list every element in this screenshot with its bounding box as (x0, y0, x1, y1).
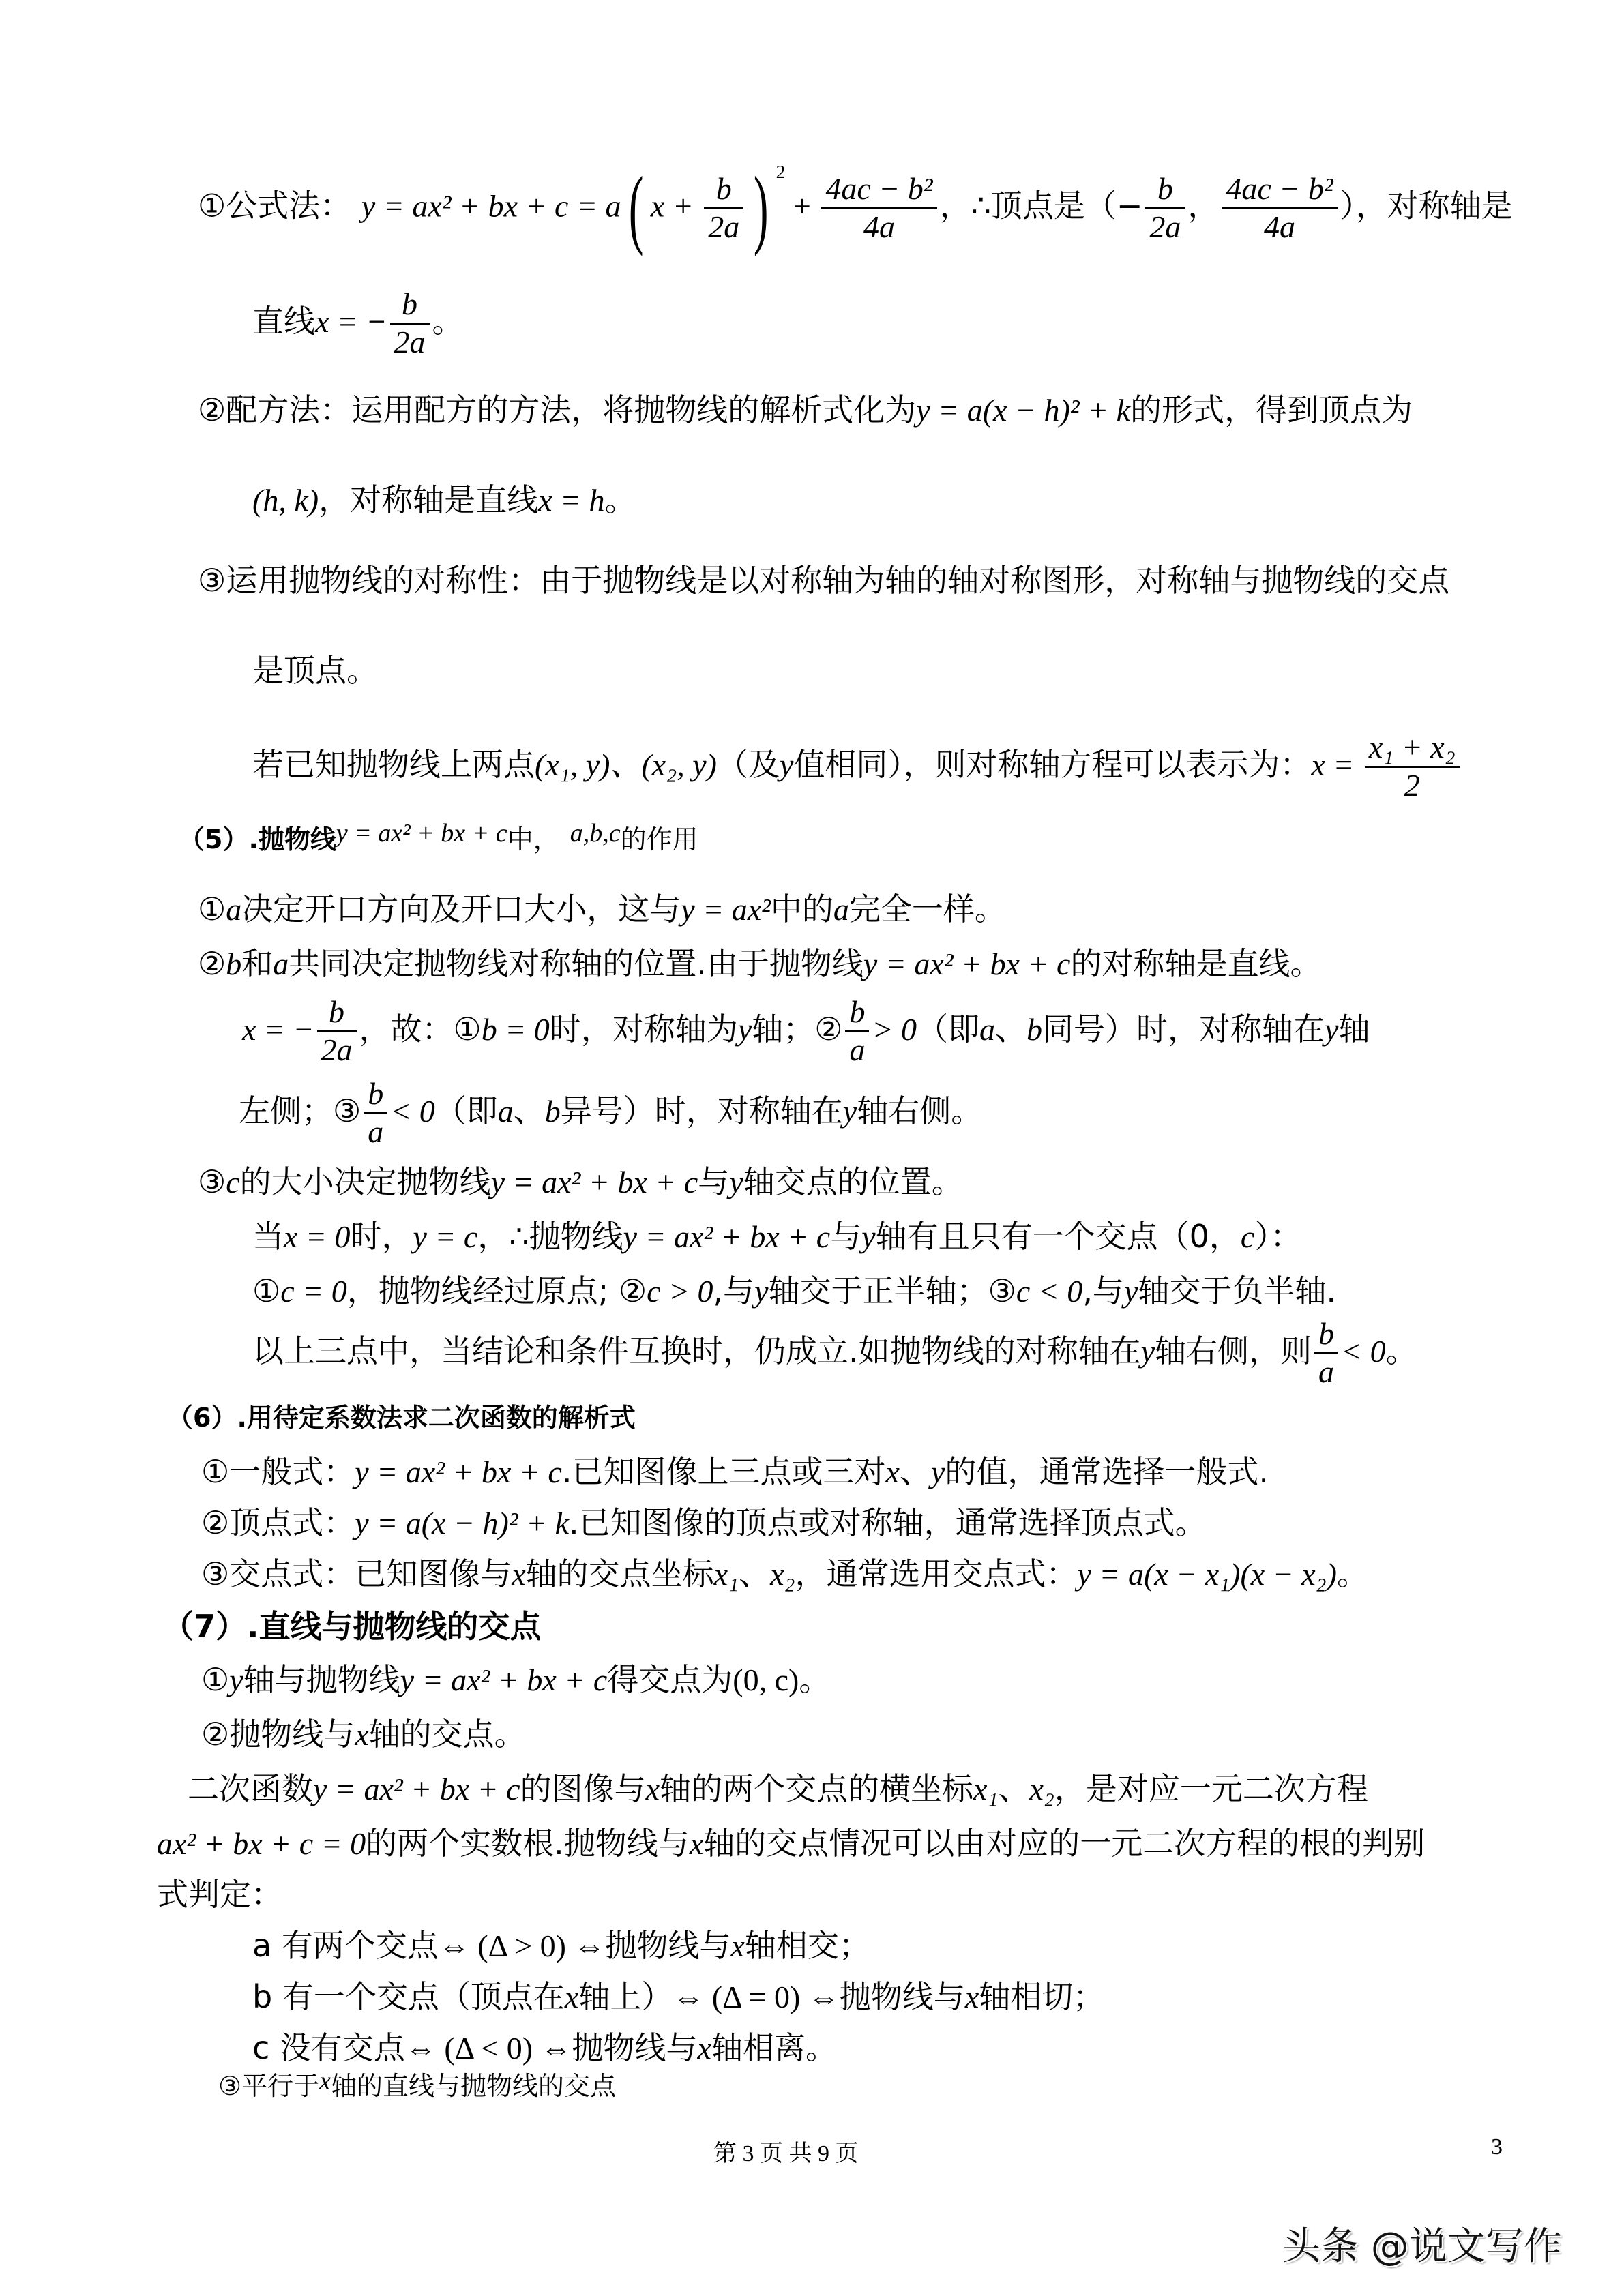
text: 。 (1385, 1332, 1417, 1369)
formula: x (964, 1980, 979, 2014)
formula: x = 0 (284, 1219, 351, 1254)
text: 、 (998, 1770, 1030, 1807)
formula: y (737, 1011, 752, 1047)
formula: y (729, 1165, 743, 1199)
heading-text: （5）.抛物线 (179, 824, 336, 854)
denominator: 2a (1149, 209, 1181, 244)
text: 二次函数 (188, 1770, 313, 1807)
text: 。 (1336, 1555, 1368, 1592)
denominator: 2a (708, 209, 740, 244)
section-5-p2-line3 (239, 1076, 982, 1150)
formula: a (497, 1093, 514, 1129)
heading-text: （7）.直线与抛物线的交点 (162, 1608, 542, 1645)
formula: x (355, 1717, 369, 1752)
numerator: 4ac − b² (821, 171, 936, 209)
text: 轴交于正半轴；③ (768, 1272, 1016, 1309)
text: 轴的交点。 (368, 1716, 526, 1753)
text: ②抛物线与 (201, 1716, 355, 1753)
text: 的值，通常选择一般式. (945, 1453, 1269, 1490)
formula: b (544, 1093, 561, 1129)
section-7-heading (162, 1608, 542, 1645)
text: 与 (698, 1163, 730, 1200)
text: 、 (513, 1092, 545, 1129)
text: ， (1187, 187, 1220, 224)
text: 决定开口方向及开口大小，这与 (241, 891, 681, 927)
text: 轴的两个交点的横坐标 (660, 1770, 974, 1807)
denominator: a (849, 1032, 866, 1067)
text: 的对称轴是直线。 (1070, 945, 1322, 982)
section-5-heading (179, 819, 698, 854)
section-7-p5 (157, 1876, 282, 1913)
method-symmetry-line3 (252, 730, 1462, 804)
formula: x₁ (713, 1557, 739, 1592)
plus-sign: + (785, 188, 819, 224)
formula: y = ax² + bx + c (355, 1455, 562, 1489)
formula: ⇔ (Δ < 0) ⇔ (404, 2031, 572, 2066)
formula: y (930, 1455, 945, 1489)
fraction (1314, 1316, 1338, 1390)
text: 、 (899, 1453, 931, 1490)
text: ，∴抛物线 (477, 1218, 623, 1255)
numerator: 4ac − b² (1222, 171, 1337, 209)
heading-text: 的作用 (620, 824, 698, 854)
formula: x₂ (1029, 1772, 1054, 1806)
text: ,与 (1082, 1272, 1124, 1309)
section-7-p3 (188, 1770, 1368, 1807)
denominator: 4a (863, 209, 895, 244)
formula: y (229, 1663, 243, 1697)
formula: ax² + bx + c = 0 (157, 1826, 366, 1861)
formula: x (645, 1772, 660, 1806)
text: 共同决定抛物线对称轴的位置.由于抛物线 (289, 945, 863, 982)
section-5-p3 (198, 1163, 963, 1200)
formula: y = ax² + bx + c (336, 819, 507, 848)
formula: < 0 (390, 1093, 435, 1129)
formula: y (754, 1274, 769, 1309)
formula: b (226, 946, 242, 981)
text: 轴右侧，则 (1155, 1332, 1312, 1369)
text: 式判定： (157, 1876, 282, 1913)
text: 。 (432, 302, 464, 340)
formula: c = 0 (280, 1274, 347, 1309)
formula: < 0 (1341, 1333, 1386, 1369)
formula: b = 0 (481, 1011, 550, 1047)
formula: y = ax² + bx + c (863, 946, 1071, 981)
text: ，故：① (359, 1010, 482, 1047)
formula: y (1140, 1333, 1155, 1369)
formula: (h, k) (252, 483, 319, 518)
text: .已知图像的顶点或对称轴，通常选择顶点式。 (569, 1504, 1207, 1541)
formula: y (1123, 1274, 1138, 1309)
text: （即 (917, 1010, 980, 1047)
denominator: 2a (321, 1032, 353, 1067)
formula: y (842, 1093, 857, 1129)
formula: y (1325, 1011, 1339, 1047)
text: ① (198, 891, 226, 927)
formula: x (885, 1455, 900, 1489)
text: b 有一个交点（顶点在 (252, 1978, 565, 2015)
text: ① (252, 1272, 281, 1309)
text: 是顶点。 (252, 652, 378, 689)
formula: c > 0 (647, 1274, 713, 1309)
formula: (x₁, y)、(x₂, y) (535, 747, 717, 782)
text: 时， (350, 1218, 413, 1255)
text: ②顶点式： (201, 1504, 355, 1541)
text: 的大小决定抛物线 (239, 1163, 491, 1200)
text: a 有两个交点 (252, 1927, 439, 1964)
formula: x = (1311, 747, 1362, 782)
heading-text: 中， (507, 824, 559, 854)
section-6-heading (167, 1405, 636, 1431)
formula: b (1027, 1011, 1043, 1047)
text: c 没有交点 (252, 2029, 405, 2066)
text: 与 (830, 1218, 862, 1255)
formula: x (697, 2031, 711, 2066)
formula: > 0 (872, 1011, 917, 1047)
text: ①一般式： (201, 1453, 355, 1490)
section-5-p2-line2 (242, 994, 1370, 1069)
formula: c (1240, 1219, 1255, 1254)
text: 抛物线与 (572, 2029, 698, 2066)
text: ,与 (713, 1272, 755, 1309)
formula: ⇔ (Δ = 0) ⇔ (673, 1980, 840, 2014)
text: ）： (1254, 1218, 1302, 1255)
formula: x + (650, 188, 702, 224)
numerator: b (390, 286, 430, 325)
text: ②配方法：运用配方的方法，将抛物线的解析式化为 (198, 391, 917, 428)
section-6-p1 (201, 1453, 1269, 1490)
text: 轴 (1338, 1010, 1370, 1047)
text: ③运用抛物线的对称性：由于抛物线是以对称轴为轴的轴对称图形，对称轴与抛物线的交点 (198, 562, 1450, 599)
formula: x = − (242, 1011, 314, 1047)
exponent: 2 (776, 161, 786, 183)
formula: y = ax² + bx + c (490, 1165, 698, 1199)
text: 轴交于负半轴. (1138, 1272, 1336, 1309)
text: 的两个实数根.抛物线与 (366, 1825, 690, 1862)
text: ③交点式：已知图像与 (201, 1555, 512, 1592)
text: ，通常选用交点式： (795, 1555, 1078, 1592)
section-5-p3-line2 (252, 1218, 1302, 1255)
formula: (0, c) (733, 1663, 799, 1697)
text: 的形式，得到顶点为 (1130, 391, 1413, 428)
formula: y (861, 1219, 876, 1254)
text: 轴相切； (979, 1978, 1105, 2015)
formula: ⇔ (Δ > 0) ⇔ (438, 1928, 606, 1963)
formula: y = ax² + bx + c (313, 1772, 520, 1806)
formula: y = a(x − h)² + k (355, 1506, 570, 1540)
formula: x (689, 1826, 704, 1861)
text: 轴；② (752, 1010, 843, 1047)
text: 左侧；③ (239, 1092, 361, 1129)
section-7-p3x (218, 2067, 616, 2101)
text: 时，对称轴为 (549, 1010, 738, 1047)
formula: x (319, 2067, 331, 2096)
section-7-case-a (252, 1927, 870, 1964)
text: 轴有且只有一个交点（0， (875, 1218, 1241, 1255)
heading-text: （6）.用待定系数法求二次函数的解析式 (167, 1403, 636, 1433)
formula: x (564, 1980, 579, 2014)
text: 和 (241, 945, 274, 982)
method-formula-line2 (252, 286, 464, 361)
section-5-p2 (198, 945, 1322, 982)
fraction (1145, 171, 1185, 245)
text: （即 (434, 1092, 498, 1129)
text: 轴相离。 (711, 2029, 837, 2066)
section-7-p2 (201, 1716, 526, 1753)
numerator: b (704, 171, 743, 209)
text: 轴与抛物线 (243, 1661, 400, 1698)
denominator: 4a (1264, 209, 1295, 244)
formula: y = ax² + bx + c (400, 1663, 608, 1697)
section-6-p2 (201, 1504, 1207, 1541)
text: 轴上） (578, 1978, 673, 2015)
text: ，∴顶点是（− (939, 187, 1143, 224)
formula: c (226, 1165, 240, 1199)
text: 、 (739, 1555, 771, 1592)
text: 值相同），则对称轴方程可以表示为： (793, 745, 1312, 783)
fraction (317, 994, 357, 1069)
formula: x (730, 1928, 745, 1963)
text: 轴右侧。 (857, 1092, 983, 1129)
section-5-p3-line4 (252, 1316, 1417, 1390)
formula: c < 0 (1016, 1274, 1083, 1309)
formula: a (833, 892, 849, 927)
numerator: b (317, 994, 357, 1032)
section-5-p3-line3 (252, 1272, 1336, 1309)
formula: a (226, 892, 242, 927)
text: 异号）时，对称轴在 (560, 1092, 843, 1129)
section-7-p4 (157, 1825, 1426, 1862)
formula: x = − (315, 303, 387, 339)
denominator: a (368, 1114, 384, 1149)
text: 中的 (770, 891, 833, 927)
text: 同号）时，对称轴在 (1042, 1010, 1325, 1047)
formula: y = ax² (681, 892, 771, 927)
text: 的图像与 (520, 1770, 646, 1807)
formula: y (779, 747, 794, 782)
section-7-p1 (201, 1661, 831, 1698)
text: 轴的交点坐标 (525, 1555, 714, 1592)
text: 若已知抛物线上两点 (252, 745, 535, 783)
watermark: 头条 @说文写作 (1282, 2224, 1562, 2269)
text: 。 (604, 481, 636, 518)
formula: x (512, 1557, 526, 1592)
fraction (704, 171, 743, 245)
text: ），对称轴是 (1340, 187, 1513, 224)
numerator: b (1314, 1316, 1338, 1354)
denominator: 2a (394, 324, 426, 359)
formula: a,b,c (570, 819, 621, 848)
text: 直线 (252, 302, 315, 340)
text: .已知图像上三点或三对 (561, 1453, 886, 1490)
method-formula-line (198, 159, 1513, 257)
text: ③平行于 (218, 2071, 320, 2101)
formula: x₁ (973, 1772, 999, 1806)
text: ，抛物线经过原点; ② (346, 1272, 647, 1309)
formula: y = ax² + bx + c (623, 1219, 831, 1254)
text: ② (198, 945, 226, 982)
method-completing-square-line2 (252, 481, 636, 518)
formula: a (273, 946, 289, 981)
method-symmetry (198, 562, 1450, 599)
fraction (845, 994, 869, 1069)
text: 、 (995, 1010, 1027, 1047)
right-paren: ) (754, 159, 769, 257)
section-5-p1 (198, 893, 1006, 925)
section-6-p3 (201, 1555, 1368, 1592)
text: 轴的直线与抛物线的交点 (330, 2071, 616, 2101)
section-7-case-c (252, 2029, 837, 2066)
method-symmetry-line2 (252, 652, 378, 689)
fraction (1222, 171, 1337, 245)
formula: x₂ (770, 1557, 795, 1592)
text: ③ (198, 1163, 226, 1200)
numerator: x₁ + x₂ (1365, 730, 1460, 768)
numerator: b (364, 1076, 387, 1114)
method-label: ①公式法： (198, 187, 352, 224)
page-info: 第 3 页 共 9 页 (713, 2141, 859, 2166)
text: ，对称轴是直线 (319, 481, 539, 518)
text: ，是对应一元二次方程 (1054, 1770, 1368, 1807)
numerator: b (1145, 171, 1185, 209)
fraction (390, 286, 430, 361)
text: 以上三点中，当结论和条件互换时，仍成立.如抛物线的对称轴在 (252, 1332, 1141, 1369)
formula: y = c (413, 1219, 478, 1254)
numerator: b (845, 994, 869, 1032)
left-paren: ( (628, 159, 643, 257)
fraction (821, 171, 936, 245)
fraction (1365, 730, 1460, 804)
method-completing-square (198, 391, 1413, 428)
page-number: 3 (1491, 2134, 1503, 2160)
text: 完全一样。 (848, 891, 1006, 927)
text: 抛物线与 (605, 1927, 731, 1964)
text: ① (201, 1661, 230, 1698)
text: 当 (252, 1218, 284, 1255)
fraction (364, 1076, 387, 1150)
text: 轴相交； (744, 1927, 870, 1964)
formula: y = ax² + bx + c = a (361, 188, 621, 224)
formula: y = a(x − x₁)(x − x₂) (1077, 1557, 1337, 1592)
text: 。 (799, 1661, 831, 1698)
text: 抛物线与 (839, 1978, 965, 2015)
denominator: a (1318, 1354, 1335, 1389)
formula: a (979, 1011, 996, 1047)
text: 轴交点的位置。 (743, 1163, 963, 1200)
section-7-case-b (252, 1978, 1105, 2015)
denominator: 2 (1404, 767, 1420, 803)
text: 轴的交点情况可以由对应的一元二次方程的根的判别 (703, 1825, 1426, 1862)
text: 得交点为 (607, 1661, 733, 1698)
formula: x = h (538, 483, 605, 518)
formula: y = a(x − h)² + k (916, 393, 1131, 428)
text: （及 (716, 745, 780, 783)
